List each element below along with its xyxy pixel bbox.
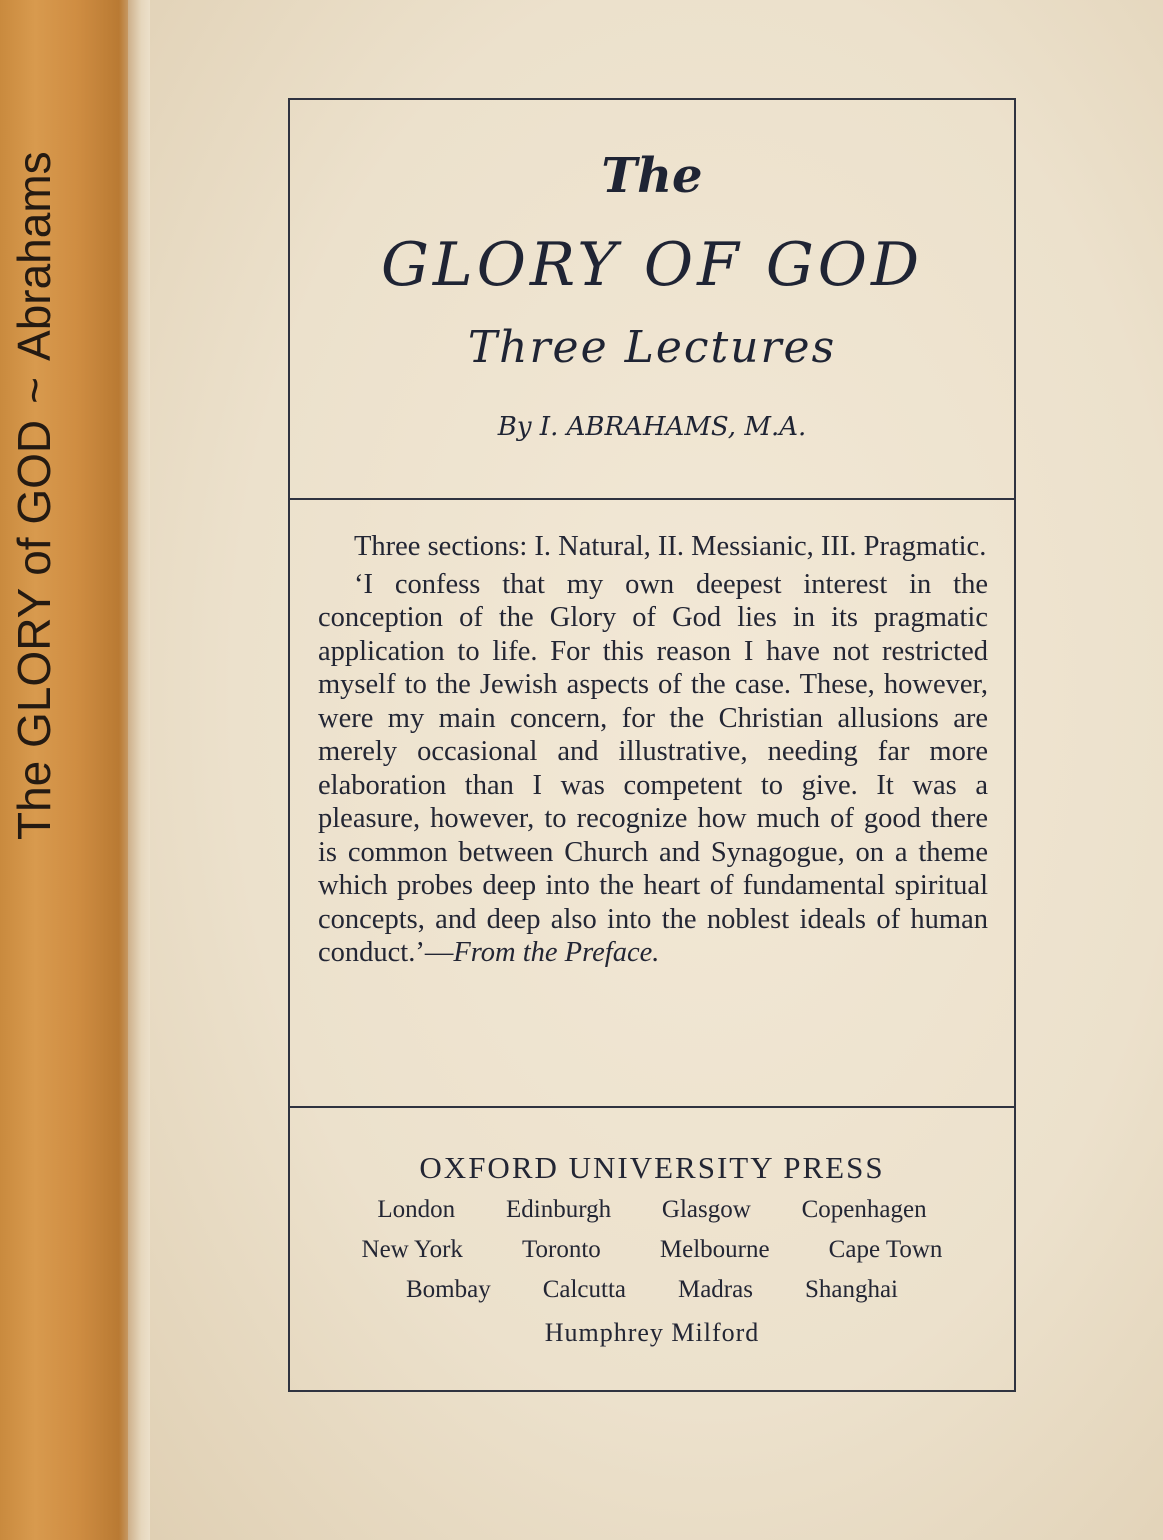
publisher-name: OXFORD UNIVERSITY PRESS [419, 1150, 885, 1185]
book-title: GLORY OF GOD [380, 230, 924, 300]
publisher-imprint: Humphrey Milford [544, 1318, 760, 1347]
blurb [318, 530, 988, 970]
city: New York [361, 1236, 463, 1263]
city: Cape Town [828, 1236, 943, 1263]
spine-title: The GLORY of GOD [8, 419, 60, 840]
divider-top [290, 498, 1014, 500]
book-author: By I. ABRAHAMS, M.A. [497, 412, 807, 442]
blurb-source: From the Preface. [453, 937, 660, 968]
city: Copenhagen [801, 1196, 927, 1223]
city: Shanghai [804, 1276, 898, 1303]
blurb-quote-text: ‘I confess that my own deepest interest in the conception of the Glory of God lies in its pragmatic application to life. For this reason I have not restricted myself to the Jewish aspects of the case. These, however, were my main concern, for the Christian allusions are merely occasional and illustrative, needing far more elaboration than I was competent to give. It was a pleasure, however, to recognize how much of good there is common between Church and Synagogue, on a theme which probes deep into the heart of fundamental spiritual concepts, and deep also into the noblest ideals of human conduct.’— [318, 568, 988, 968]
city: Edinburgh [506, 1196, 612, 1223]
spine-author: Abrahams [8, 151, 60, 361]
spine-separator: ~ [8, 376, 60, 404]
cities-row-3 [290, 1276, 1014, 1304]
spine-text [4, 0, 64, 1500]
book-subtitle: Three Lectures [467, 322, 837, 373]
city: Calcutta [542, 1276, 626, 1303]
title-article: The [601, 148, 703, 204]
cities-row-2 [290, 1236, 1014, 1264]
city: Madras [677, 1276, 753, 1303]
cities-row-1 [290, 1196, 1014, 1224]
spine-fold [128, 0, 150, 1540]
divider-bottom [290, 1106, 1014, 1108]
blurb-sections: Three sections: I. Natural, II. Messianic, III. Pragmatic. [354, 531, 987, 562]
cover-frame [288, 98, 1016, 1392]
city: Bombay [405, 1276, 491, 1303]
city: Melbourne [659, 1236, 770, 1263]
blurb-quote [318, 568, 988, 970]
city: Glasgow [661, 1196, 751, 1223]
city: Toronto [522, 1236, 601, 1263]
city: London [377, 1196, 456, 1223]
